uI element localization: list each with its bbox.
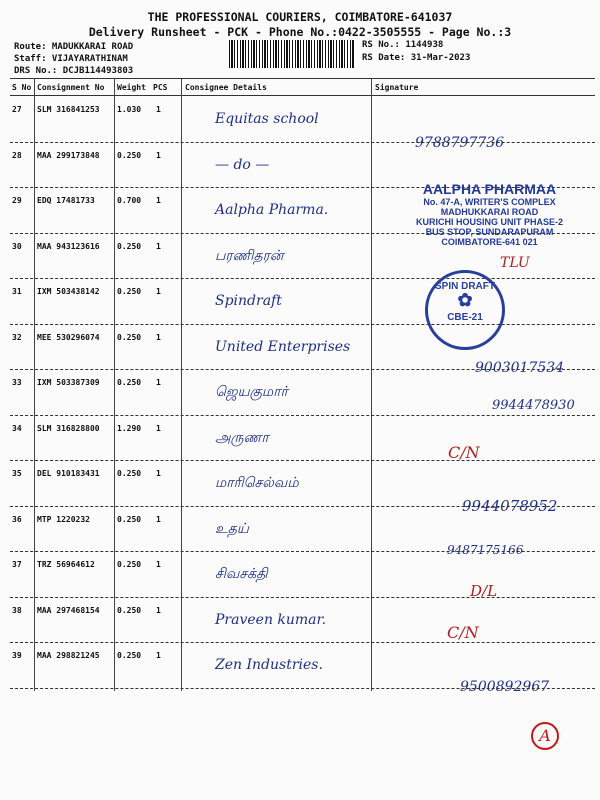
- rs-date: RS Date: 31-Mar-2023: [362, 53, 471, 63]
- consignee-handwriting: Zen Industries.: [215, 657, 323, 673]
- stamp-line: KURICHI HOUSING UNIT PHASE-2: [415, 217, 563, 227]
- row-divider: [10, 369, 595, 370]
- signature-handwriting: D/L: [470, 582, 498, 600]
- company-title: THE PROFESSIONAL COURIERS, COIMBATORE-641037: [147, 10, 453, 24]
- table-cell-consignment: IXM 503387309: [37, 378, 100, 387]
- table-cell-pcs: 1: [156, 241, 161, 251]
- route-label: Route: MADUKKARAI ROAD: [14, 42, 134, 52]
- drs-number: DRS No.: DCJB114493803: [14, 66, 134, 76]
- table-top-rule: [10, 78, 595, 79]
- table-cell-pcs: 1: [156, 287, 161, 296]
- round-seal: [425, 270, 505, 350]
- table-cell-sno: 29: [12, 196, 22, 205]
- signature-handwriting: 9944078952: [462, 497, 558, 515]
- table-cell-pcs: 1: [156, 514, 161, 524]
- consignee-handwriting: மாரிசெல்வம்: [215, 475, 299, 491]
- col-header-consignee: Consignee Details: [185, 83, 267, 92]
- table-cell-consignment: EDQ 17481733: [37, 196, 95, 205]
- table-cell-sno: 31: [12, 287, 22, 296]
- signature-handwriting: 9003017534: [475, 360, 565, 376]
- consignee-handwriting: ஜெயகுமார்: [215, 384, 288, 400]
- table-cell-consignment: IXM 503438142: [37, 287, 100, 296]
- column-divider: [34, 79, 35, 691]
- consignee-handwriting: அருணா: [215, 429, 269, 446]
- col-header-pcs: PCS: [153, 83, 168, 92]
- table-cell-consignment: MAA 298821245: [37, 651, 100, 660]
- signature-handwriting: 9500892967: [460, 679, 550, 695]
- row-divider: [10, 142, 595, 143]
- table-cell-consignment: MAA 943123616: [37, 241, 100, 251]
- signature-handwriting: TLU: [500, 255, 530, 271]
- table-cell-weight: 0.250: [117, 605, 142, 615]
- table-cell-weight: 0.250: [117, 514, 142, 524]
- table-cell-sno: 28: [12, 150, 22, 160]
- table-cell-consignment: MEE 530296074: [37, 332, 100, 342]
- row-divider: [10, 415, 595, 416]
- barcode: [229, 40, 355, 68]
- runsheet-subtitle: Delivery Runsheet - PCK - Phone No.:0422-3505555 - Page No.:3: [88, 25, 512, 39]
- consignee-handwriting: பரணிதரன்: [215, 247, 284, 264]
- table-cell-pcs: 1: [156, 105, 161, 114]
- row-divider: [10, 506, 595, 507]
- consignee-handwriting: Spindraft: [215, 293, 282, 309]
- signature-handwriting: C/N: [448, 443, 480, 462]
- table-cell-consignment: DEL 910183431: [37, 469, 100, 478]
- table-cell-sno: 36: [12, 514, 22, 524]
- table-cell-pcs: 1: [156, 469, 161, 478]
- table-cell-consignment: TRZ 56964612: [37, 560, 95, 569]
- seal-emblem: ✿: [457, 290, 473, 310]
- company-stamp: [392, 181, 587, 247]
- table-cell-pcs: 1: [156, 423, 161, 433]
- circled-mark: A: [531, 722, 559, 750]
- row-divider: [10, 460, 595, 461]
- table-cell-consignment: SLM 316841253: [37, 105, 100, 114]
- table-cell-consignment: MTP 1220232: [37, 514, 90, 524]
- table-cell-consignment: SLM 316828800: [37, 423, 100, 433]
- signature-handwriting: 9487175166: [447, 543, 524, 557]
- table-cell-sno: 30: [12, 241, 22, 251]
- table-cell-sno: 37: [12, 560, 22, 569]
- table-cell-consignment: MAA 299173848: [37, 150, 100, 160]
- table-cell-weight: 0.700: [117, 196, 142, 205]
- table-cell-weight: 0.250: [117, 150, 142, 160]
- table-cell-sno: 32: [12, 332, 22, 342]
- table-cell-weight: 0.250: [117, 469, 142, 478]
- consignee-handwriting: Aalpha Pharma.: [215, 202, 329, 218]
- table-cell-sno: 33: [12, 378, 22, 387]
- column-divider: [371, 79, 372, 691]
- col-header-consignment: Consignment No: [37, 83, 105, 92]
- consignee-handwriting: Equitas school: [215, 111, 319, 127]
- table-cell-weight: 0.250: [117, 560, 142, 569]
- table-cell-sno: 38: [12, 605, 22, 615]
- table-cell-pcs: 1: [156, 378, 161, 387]
- table-header-rule: [10, 95, 595, 96]
- table-cell-weight: 0.250: [117, 378, 142, 387]
- table-cell-sno: 34: [12, 423, 22, 433]
- stamp-line: COIMBATORE-641 021: [441, 237, 538, 247]
- table-cell-consignment: MAA 297468154: [37, 605, 100, 615]
- row-divider: [10, 324, 595, 325]
- table-cell-weight: 0.250: [117, 241, 142, 251]
- staff-label: Staff: VIJAYARATHINAM: [14, 54, 128, 64]
- table-cell-pcs: 1: [156, 196, 161, 205]
- consignee-handwriting: — do —: [215, 156, 270, 173]
- table-cell-weight: 0.250: [117, 332, 142, 342]
- row-divider: [10, 551, 595, 552]
- table-cell-pcs: 1: [156, 150, 161, 160]
- rs-number: RS No.: 1144938: [362, 40, 444, 50]
- column-divider: [114, 79, 115, 691]
- col-header-sno: S No: [12, 83, 32, 92]
- col-header-signature: Signature: [375, 83, 419, 92]
- table-cell-weight: 1.030: [117, 105, 142, 114]
- table-cell-pcs: 1: [156, 605, 161, 615]
- table-cell-pcs: 1: [156, 560, 161, 569]
- column-divider: [181, 79, 182, 691]
- consignee-handwriting: United Enterprises: [215, 338, 351, 355]
- row-divider: [10, 642, 595, 643]
- row-divider: [10, 597, 595, 598]
- consignee-handwriting: சிவசக்தி: [215, 566, 268, 582]
- col-header-weight: Weight: [117, 83, 146, 92]
- row-divider: [10, 688, 595, 689]
- stamp-line: MADHUKKARAI ROAD: [440, 207, 539, 217]
- stamp-line: BUS STOP, SUNDARAPURAM: [425, 227, 554, 237]
- row-divider: [10, 278, 595, 279]
- table-cell-sno: 39: [12, 651, 22, 660]
- table-cell-weight: 0.250: [117, 651, 142, 660]
- consignee-handwriting: உதய்: [215, 520, 249, 537]
- table-cell-sno: 35: [12, 469, 22, 478]
- table-cell-pcs: 1: [156, 651, 161, 660]
- stamp-name: AALPHA PHARMAA: [422, 181, 557, 197]
- seal-top-text: SPIN DRAFT: [435, 281, 495, 292]
- signature-handwriting: 9944478930: [492, 398, 575, 413]
- table-cell-weight: 1.290: [117, 423, 142, 433]
- seal-bottom-text: CBE-21: [447, 312, 483, 323]
- stamp-line: No. 47-A, WRITER'S COMPLEX: [423, 197, 556, 207]
- table-cell-pcs: 1: [156, 332, 161, 342]
- signature-handwriting: 9788797736: [415, 135, 505, 151]
- table-cell-sno: 27: [12, 105, 22, 114]
- signature-handwriting: C/N: [447, 623, 479, 642]
- table-cell-weight: 0.250: [117, 287, 142, 296]
- consignee-handwriting: Praveen kumar.: [215, 611, 327, 628]
